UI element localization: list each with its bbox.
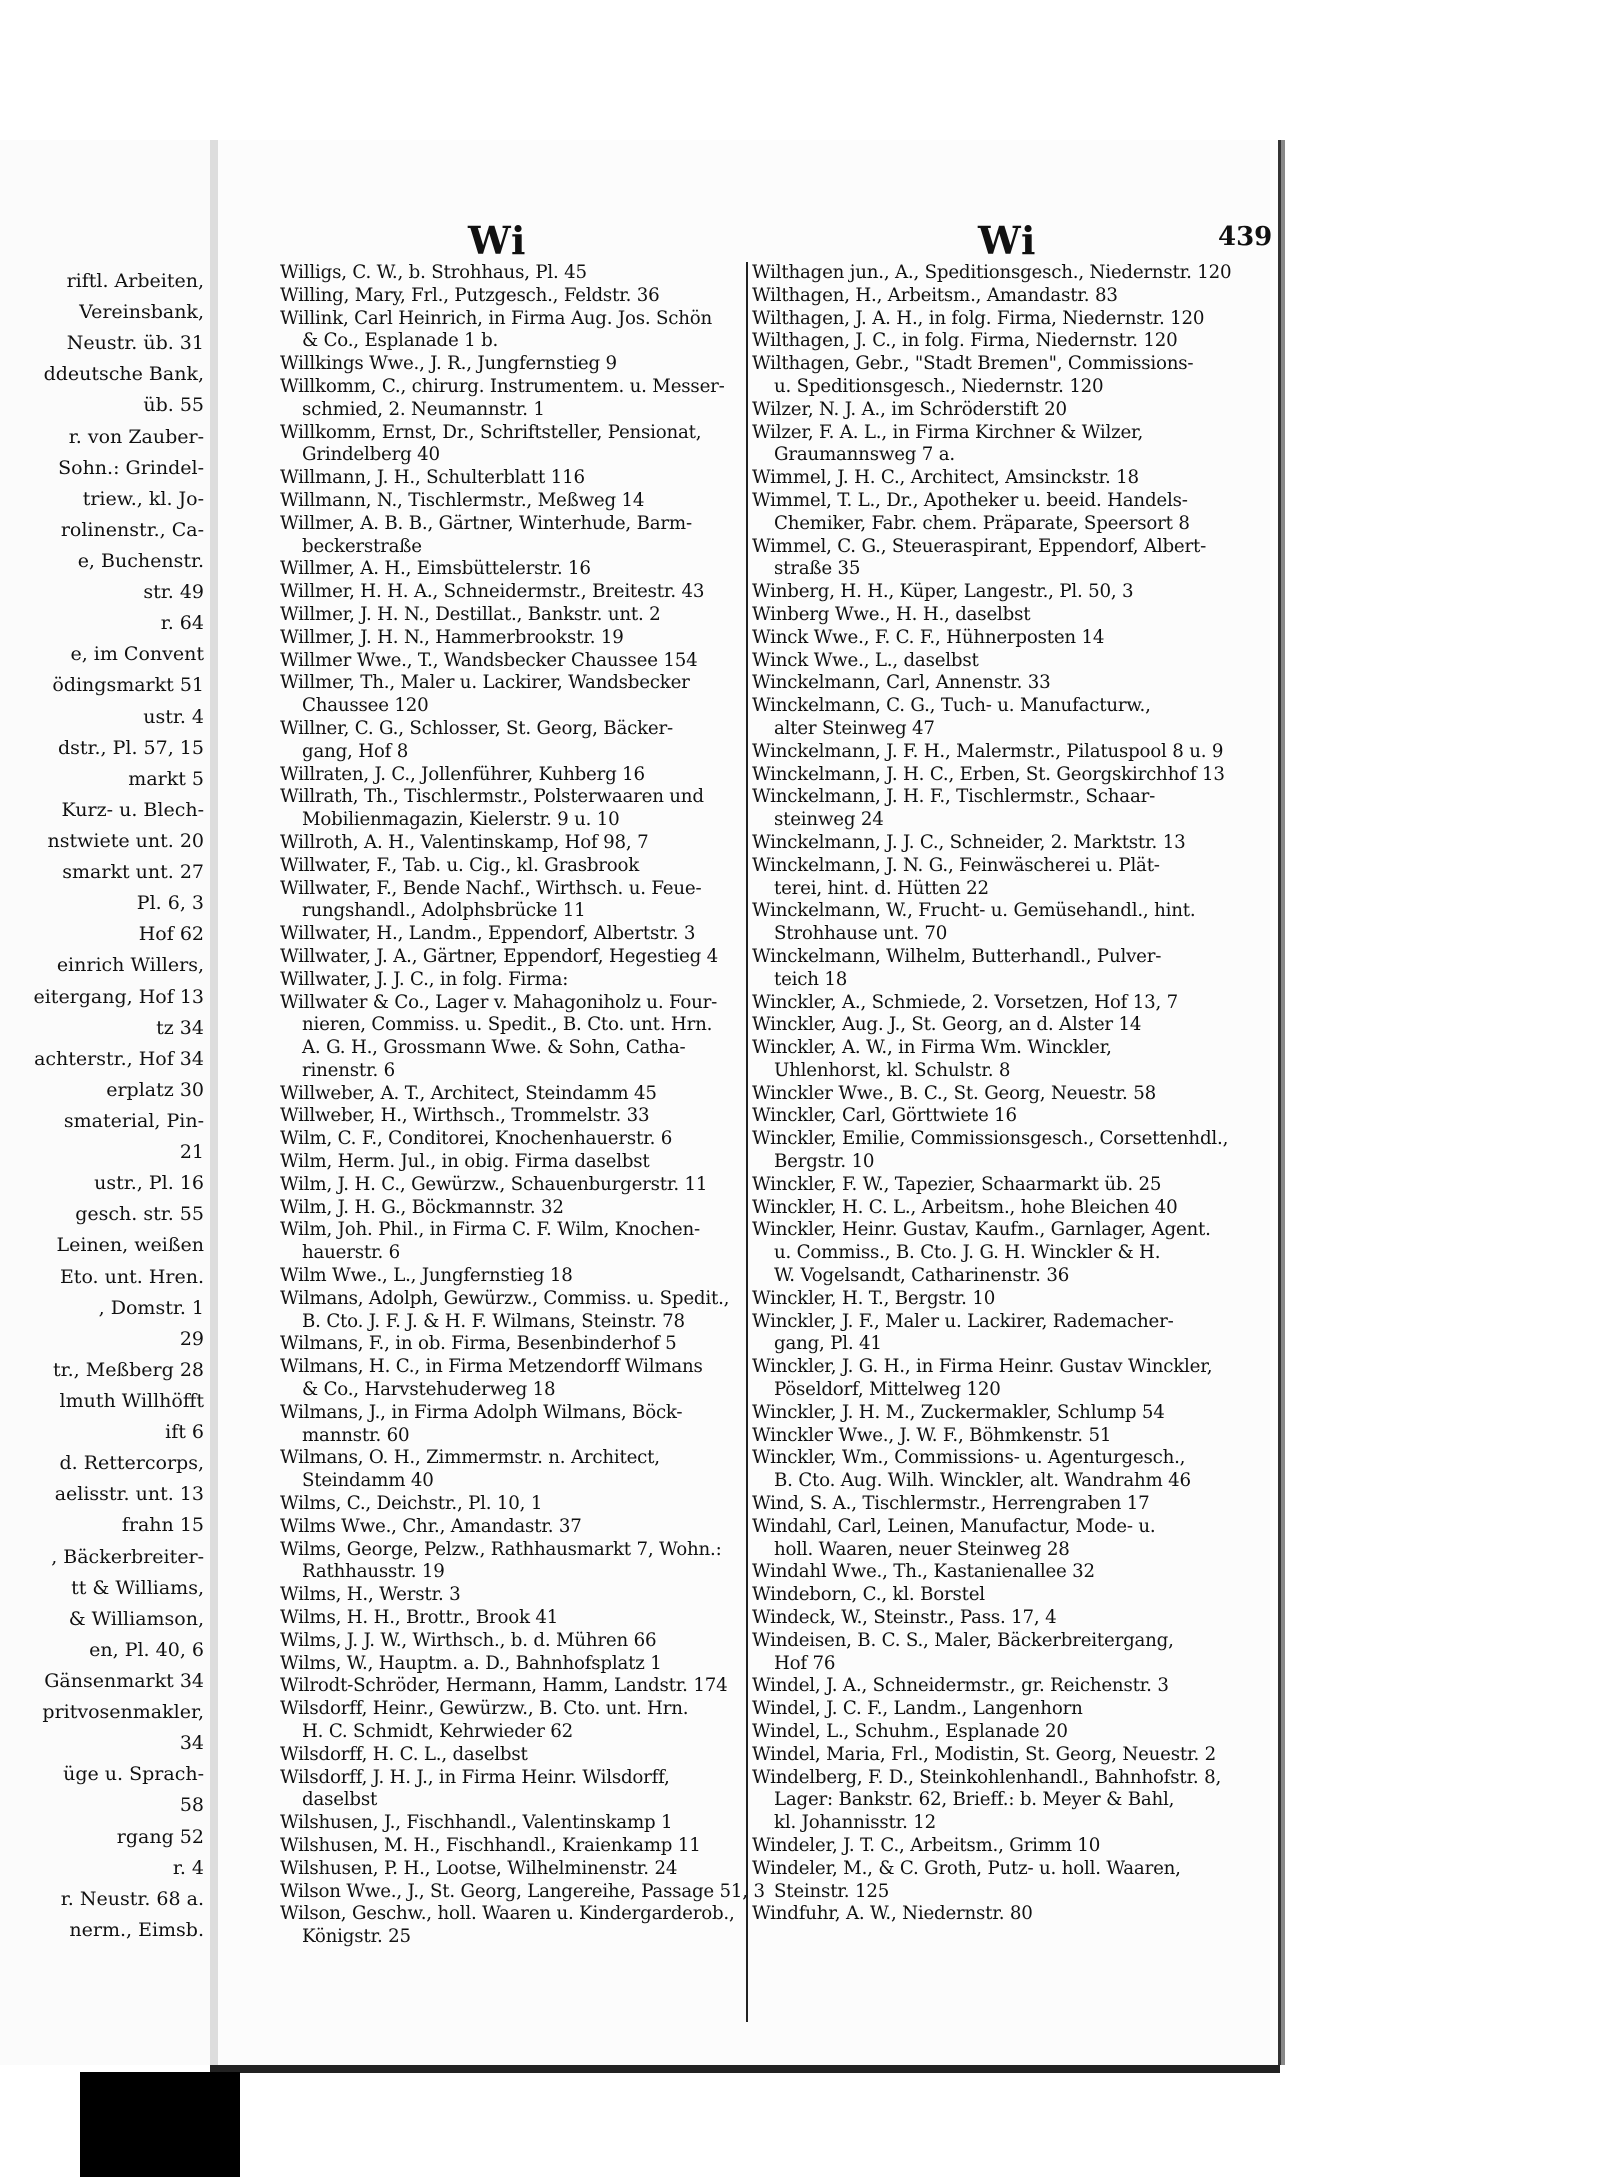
previous-page-line: Eto. unt. Hren.: [59, 1265, 204, 1288]
previous-page-line: üb. 55: [143, 394, 204, 417]
directory-entry-line: Willroth, A. H., Valentinskamp, Hof 98, 7: [280, 831, 649, 853]
directory-entry-line: steinweg 24: [774, 809, 884, 831]
directory-entry-line: rinenstr. 6: [302, 1059, 395, 1081]
directory-entry-line: Winckler, Aug. J., St. Georg, an d. Alster 14: [752, 1014, 1142, 1036]
previous-page-line: Pl. 6, 3: [136, 892, 204, 915]
directory-entry-line: Steindamm 40: [302, 1470, 434, 1492]
directory-entry-line: Windel, J. C. F., Landm., Langenhorn: [752, 1698, 1083, 1720]
previous-page-line: Neustr. üb. 31: [66, 332, 204, 355]
directory-entry-line: B. Cto. J. F. J. & H. F. Wilmans, Steinstr. 78: [302, 1310, 685, 1332]
page-header: [218, 218, 1278, 268]
directory-entry-line: Windfuhr, A. W., Niedernstr. 80: [752, 1903, 1033, 1925]
directory-entry-line: Winckler, Carl, Görttwiete 16: [752, 1105, 1017, 1127]
previous-page-line: lmuth Willhöfft: [59, 1390, 204, 1412]
directory-entry-line: Mobilienmagazin, Kielerstr. 9 u. 10: [302, 809, 620, 831]
directory-entry-line: Windahl, Carl, Leinen, Manufactur, Mode- u.: [752, 1515, 1156, 1537]
directory-entry-line: straße 35: [774, 558, 861, 580]
directory-entry-line: Winckler, H. C. L., Arbeitsm., hohe Bleichen 40: [752, 1196, 1178, 1218]
directory-entry-line: Winckler, F. W., Tapezier, Schaarmarkt üb. 25: [752, 1173, 1162, 1195]
directory-entry-line: Wilms, H., Werstr. 3: [280, 1584, 461, 1606]
previous-page-line: d. Rettercorps,: [59, 1452, 204, 1475]
previous-page-line: gesch. str. 55: [75, 1203, 204, 1226]
directory-entry-line: kl. Johannisstr. 12: [774, 1812, 937, 1834]
previous-page-line: 34: [179, 1732, 204, 1755]
directory-entry-line: Winckelmann, J. N. G., Feinwäscherei u. Plät-: [752, 854, 1160, 876]
directory-entry-line: Wilthagen, H., Arbeitsm., Amandastr. 83: [752, 284, 1118, 306]
previous-page-line: aelisstr. unt. 13: [54, 1483, 204, 1506]
directory-entry-line: Wilmans, O. H., Zimmermstr. n. Architect,: [280, 1447, 660, 1469]
directory-entry-line: Willmann, J. H., Schulterblatt 116: [280, 467, 585, 489]
previous-page-line: r. 4: [172, 1856, 204, 1879]
directory-entry-line: Winckler, Emilie, Commissionsgesch., Corsettenhdl.,: [752, 1128, 1229, 1150]
directory-entry-line: Willwater, F., Bende Nachf., Wirthsch. u. Feue-: [280, 877, 702, 899]
directory-entry-line: Willmer, J. H. N., Hammerbrookstr. 19: [280, 626, 624, 648]
directory-entry-line: Königstr. 25: [302, 1926, 411, 1948]
directory-entry-line: Winckelmann, J. J. C., Schneider, 2. Marktstr. 13: [752, 831, 1186, 853]
previous-page-line: 21: [179, 1141, 204, 1164]
directory-entry-line: Willweber, H., Wirthsch., Trommelstr. 33: [280, 1105, 650, 1127]
directory-page: [218, 140, 1281, 2065]
directory-entry-line: Winckler, H. T., Bergstr. 10: [752, 1287, 996, 1309]
directory-entry-line: Windel, L., Schuhm., Esplanade 20: [752, 1721, 1068, 1742]
directory-entry-line: Wilmans, F., in ob. Firma, Besenbinderhof 5: [280, 1333, 677, 1355]
directory-entry-line: beckerstraße: [302, 535, 422, 557]
directory-entry-line: Winckelmann, J. H. F., Tischlermstr., Schaar-: [752, 786, 1156, 808]
directory-entry-line: Wilms, George, Pelzw., Rathhausmarkt 7, Wohn.:: [280, 1538, 722, 1560]
directory-entry-line: Wilm, J. H. C., Gewürzw., Schauenburgerstr. 11: [280, 1173, 708, 1195]
directory-entry-line: Winckler, Wm., Commissions- u. Agenturgesch.,: [752, 1447, 1186, 1469]
left-column: [280, 262, 765, 1949]
previous-page-line: ustr. 4: [143, 705, 204, 728]
directory-entry-line: Winckelmann, J. H. C., Erben, St. Georgskirchhof 13: [752, 763, 1225, 785]
previous-page-line: pritvosenmakler,: [42, 1701, 204, 1724]
directory-entry-line: Wilson, Geschw., holl. Waaren u. Kindergarderob.,: [280, 1903, 735, 1925]
directory-entry-line: Willmer, Th., Maler u. Lackirer, Wandsbecker: [280, 672, 690, 694]
directory-entry-line: Willrath, Th., Tischlermstr., Polsterwaaren und: [280, 786, 704, 808]
previous-page-line: ift 6: [165, 1421, 204, 1444]
previous-page-line: r. von Zauber-: [68, 425, 204, 448]
directory-entry-line: Windeck, W., Steinstr., Pass. 17, 4: [752, 1607, 1057, 1629]
previous-page-line: nerm., Eimsb.: [69, 1918, 204, 1941]
directory-entry-line: alter Steinweg 47: [774, 717, 935, 739]
previous-page-line: 58: [179, 1794, 204, 1817]
directory-entry-line: schmied, 2. Neumannstr. 1: [302, 398, 545, 420]
directory-entry-line: Uhlenhorst, kl. Schulstr. 8: [774, 1059, 1011, 1081]
directory-entry-line: Rathhausstr. 19: [302, 1561, 445, 1583]
directory-entry-line: Wilzer, N. J. A., im Schröderstift 20: [752, 398, 1067, 420]
previous-page-line: e, Buchenstr.: [77, 550, 204, 572]
directory-entry-line: Wilshusen, J., Fischhandl., Valentinskamp 1: [280, 1812, 673, 1834]
directory-entry-line: terei, hint. d. Hütten 22: [774, 877, 989, 899]
directory-entry-line: Winckler Wwe., B. C., St. Georg, Neuestr. 58: [752, 1082, 1156, 1104]
directory-entry-line: daselbst: [302, 1789, 378, 1811]
directory-entry-line: Lager: Bankstr. 62, Brieff.: b. Meyer & Bahl,: [774, 1789, 1175, 1811]
directory-entry-line: Willwater, J. J. C., in folg. Firma:: [280, 968, 569, 990]
previous-page-line: r. 64: [160, 612, 204, 635]
directory-entry-line: Wilsdorff, J. H. J., in Firma Heinr. Wilsdorff,: [280, 1766, 670, 1788]
previous-page-line: triew., kl. Jo-: [82, 487, 204, 510]
directory-entry-line: Winckler, J. H. M., Zuckermakler, Schlump 54: [752, 1401, 1165, 1423]
directory-entry-line: Chaussee 120: [302, 695, 429, 717]
scan-shadow: [80, 2072, 240, 2177]
previous-page-line: markt 5: [128, 767, 204, 790]
directory-entry-line: Winckelmann, W., Frucht- u. Gemüsehandl., hint.: [752, 900, 1196, 922]
previous-page-line: erplatz 30: [106, 1078, 204, 1101]
directory-entry-line: Winckler, A., Schmiede, 2. Vorsetzen, Hof 13, 7: [752, 991, 1179, 1013]
directory-entry-line: Winckler, Heinr. Gustav, Kaufm., Garnlager, Agent.: [752, 1219, 1211, 1241]
previous-page-fragment: [0, 140, 212, 2065]
directory-entry-line: Willweber, A. T., Architect, Steindamm 45: [280, 1082, 657, 1104]
directory-entry-line: H. C. Schmidt, Kehrwieder 62: [302, 1721, 574, 1742]
directory-entry-line: Wilms, W., Hauptm. a. D., Bahnhofsplatz 1: [280, 1652, 662, 1674]
directory-entry-line: Wilms, H. H., Brottr., Brook 41: [280, 1607, 559, 1629]
directory-entry-line: Graumannsweg 7 a.: [774, 444, 955, 466]
directory-entry-line: Willkings Wwe., J. R., Jungfernstieg 9: [280, 353, 617, 375]
directory-entry-line: Wimmel, J. H. C., Architect, Amsinckstr. 18: [752, 467, 1139, 489]
directory-entry-line: rungshandl., Adolphsbrücke 11: [302, 900, 586, 922]
directory-entry-line: Winckelmann, Carl, Annenstr. 33: [752, 672, 1051, 694]
directory-entry-line: Willwater, F., Tab. u. Cig., kl. Grasbrook: [280, 854, 640, 876]
directory-entry-line: Willmer, A. H., Eimsbüttelerstr. 16: [280, 558, 591, 580]
directory-entry-line: Wilshusen, M. H., Fischhandl., Kraienkamp 11: [280, 1834, 701, 1856]
directory-entry-line: Wilthagen jun., A., Speditionsgesch., Niedernstr. 120: [752, 262, 1232, 283]
directory-entry-line: Wilm, C. F., Conditorei, Knochenhauerstr. 6: [280, 1128, 673, 1150]
directory-entry-line: Willwater, J. A., Gärtner, Eppendorf, Hegestieg 4: [280, 945, 719, 967]
previous-page-line: r. Neustr. 68 a.: [60, 1887, 204, 1910]
directory-entry-line: Strohhause unt. 70: [774, 923, 948, 945]
directory-entry-line: B. Cto. Aug. Wilh. Winckler, alt. Wandrahm 46: [774, 1470, 1191, 1492]
directory-entry-line: u. Commiss., B. Cto. J. G. H. Winckler & H.: [774, 1242, 1161, 1264]
previous-page-line: einrich Willers,: [56, 954, 204, 977]
previous-page-line: riftl. Arbeiten,: [66, 270, 204, 292]
directory-entry-line: Wilm, Herm. Jul., in obig. Firma daselbst: [280, 1151, 650, 1173]
header-right-keyword: Wi: [978, 218, 1037, 263]
directory-entry-line: Wilthagen, Gebr., "Stadt Bremen", Commissions-: [752, 353, 1194, 375]
directory-entry-line: Willraten, J. C., Jollenführer, Kuhberg 16: [280, 763, 645, 785]
previous-page-line: üge u. Sprach-: [63, 1763, 204, 1786]
directory-entry-line: Willner, C. G., Schlosser, St. Georg, Bäcker-: [280, 717, 673, 739]
directory-entry-line: & Co., Esplanade 1 b.: [302, 330, 499, 352]
directory-entry-line: Winckelmann, J. F. H., Malermstr., Pilatuspool 8 u. 9: [752, 740, 1224, 762]
directory-entry-line: Wimmel, T. L., Dr., Apotheker u. beeid. Handels-: [752, 489, 1188, 511]
directory-entry-line: mannstr. 60: [302, 1424, 410, 1446]
directory-entry-line: Winckler, J. F., Maler u. Lackirer, Rademacher-: [752, 1310, 1174, 1332]
directory-entry-line: Windel, Maria, Frl., Modistin, St. Georg, Neuestr. 2: [752, 1743, 1217, 1765]
previous-page-line: str. 49: [143, 581, 204, 604]
directory-entry-line: Willkomm, Ernst, Dr., Schriftsteller, Pensionat,: [280, 421, 702, 443]
right-column: [746, 262, 1232, 2022]
directory-entry-line: gang, Pl. 41: [774, 1333, 882, 1355]
directory-entry-line: Windeler, M., & C. Groth, Putz- u. holl. Waaren,: [752, 1857, 1181, 1879]
directory-entry-line: teich 18: [774, 968, 848, 990]
directory-entry-line: Windeler, J. T. C., Arbeitsm., Grimm 10: [752, 1834, 1101, 1856]
directory-entry-line: Wilzer, F. A. L., in Firma Kirchner & Wilzer,: [752, 421, 1144, 443]
previous-page-line: , Domstr. 1: [98, 1296, 204, 1319]
directory-entry-line: Willwater & Co., Lager v. Mahagoniholz u. Four-: [280, 991, 718, 1013]
previous-page-line: 29: [179, 1327, 204, 1350]
directory-entry-line: Steinstr. 125: [774, 1880, 890, 1902]
directory-entry-line: Wilm Wwe., L., Jungfernstieg 18: [280, 1265, 573, 1287]
directory-entry-line: Willmann, N., Tischlermstr., Meßweg 14: [280, 489, 645, 511]
page-number: 439: [1218, 222, 1273, 252]
directory-entry-line: Windeborn, C., kl. Borstel: [752, 1584, 985, 1606]
directory-entry-line: Willmer, A. B. B., Gärtner, Winterhude, Barm-: [280, 512, 692, 534]
directory-entry-line: Pöseldorf, Mittelweg 120: [774, 1379, 1001, 1401]
directory-entry-line: Grindelberg 40: [302, 444, 440, 466]
directory-entry-line: Winberg Wwe., H. H., daselbst: [752, 603, 1031, 625]
previous-page-line: & Williamson,: [68, 1607, 204, 1630]
directory-entry-line: Winckelmann, C. G., Tuch- u. Manufacturw.,: [752, 695, 1151, 717]
previous-page-line: Hof 62: [138, 923, 204, 946]
directory-entry-line: Wilson Wwe., J., St. Georg, Langereihe, Passage 51, 3: [280, 1880, 765, 1902]
previous-page-line: Gänsenmarkt 34: [44, 1670, 204, 1692]
previous-page-line: ustr., Pl. 16: [94, 1172, 204, 1195]
directory-entry-line: Willmer Wwe., T., Wandsbecker Chaussee 154: [280, 649, 698, 671]
directory-entry-line: holl. Waaren, neuer Steinweg 28: [774, 1538, 1070, 1560]
previous-page-line: ddeutsche Bank,: [43, 363, 204, 386]
previous-page-line: tr., Meßberg 28: [52, 1358, 204, 1381]
directory-entry-line: Winckelmann, Wilhelm, Butterhandl., Pulver-: [752, 945, 1162, 967]
directory-entry-line: Wilshusen, P. H., Lootse, Wilhelminenstr. 24: [280, 1857, 678, 1879]
directory-entry-line: Winckler Wwe., J. W. F., Böhmkenstr. 51: [752, 1424, 1112, 1446]
previous-page-line: achterstr., Hof 34: [34, 1047, 204, 1070]
directory-entry-line: Wilms, J. J. W., Wirthsch., b. d. Mühren 66: [280, 1629, 657, 1651]
directory-entry-line: & Co., Harvstehuderweg 18: [302, 1379, 556, 1401]
previous-page-line: Sohn.: Grindel-: [58, 456, 204, 479]
directory-entry-line: Wilthagen, J. A. H., in folg. Firma, Niedernstr. 120: [752, 307, 1205, 329]
previous-page-line: Kurz- u. Blech-: [61, 798, 204, 821]
directory-entry-line: Willmer, H. H. A., Schneidermstr., Breitestr. 43: [280, 581, 705, 603]
directory-entry-line: Winckler, A. W., in Firma Wm. Winckler,: [752, 1037, 1112, 1059]
previous-page-line: rolinenstr., Ca-: [60, 518, 204, 541]
directory-entry-line: Windeisen, B. C. S., Maler, Bäckerbreitergang,: [752, 1629, 1174, 1651]
directory-entry-line: Windelberg, F. D., Steinkohlenhandl., Bahnhofstr. 8,: [752, 1766, 1222, 1788]
previous-page-line: dstr., Pl. 57, 15: [57, 736, 204, 759]
directory-entry-line: Wilms, C., Deichstr., Pl. 10, 1: [280, 1493, 543, 1515]
previous-page-line: nstwiete unt. 20: [47, 830, 204, 852]
directory-entry-line: A. G. H., Grossmann Wwe. & Sohn, Catha-: [302, 1037, 686, 1059]
directory-entry-line: Winberg, H. H., Küper, Langestr., Pl. 50, 3: [752, 581, 1134, 603]
directory-entry-line: Wimmel, C. G., Steueraspirant, Eppendorf, Albert-: [752, 535, 1207, 557]
directory-entry-line: Willigs, C. W., b. Strohhaus, Pl. 45: [280, 262, 587, 283]
header-left-keyword: Wi: [468, 218, 527, 263]
directory-entry-line: Wilm, J. H. G., Böckmannstr. 32: [280, 1196, 564, 1218]
directory-entry-line: Wilthagen, J. C., in folg. Firma, Niedernstr. 120: [752, 330, 1178, 352]
page-bottom-edge: [210, 2065, 1280, 2073]
directory-entry-line: Chemiker, Fabr. chem. Präparate, Speersort 8: [774, 512, 1190, 534]
directory-entry-line: Windahl Wwe., Th., Kastanienallee 32: [752, 1561, 1095, 1583]
previous-page-line: Leinen, weißen: [56, 1234, 204, 1257]
directory-entry-line: Winck Wwe., L., daselbst: [752, 649, 979, 671]
directory-entry-line: Willwater, H., Landm., Eppendorf, Albertstr. 3: [280, 923, 696, 945]
directory-entry-line: W. Vogelsandt, Catharinenstr. 36: [774, 1265, 1070, 1287]
directory-entry-line: Hof 76: [774, 1652, 836, 1674]
directory-entry-line: Willink, Carl Heinrich, in Firma Aug. Jos. Schön: [280, 307, 713, 329]
previous-page-line: en, Pl. 40, 6: [89, 1638, 204, 1661]
previous-page-line: smarkt unt. 27: [62, 861, 204, 884]
directory-entry-line: hauerstr. 6: [302, 1242, 400, 1264]
directory-entry-line: Winckler, J. G. H., in Firma Heinr. Gustav Winckler,: [752, 1356, 1213, 1378]
directory-entry-line: Wilmans, Adolph, Gewürzw., Commiss. u. Spedit.,: [280, 1287, 730, 1309]
previous-page-line: tt & Williams,: [71, 1576, 204, 1599]
directory-entry-line: Wilrodt-Schröder, Hermann, Hamm, Landstr. 174: [280, 1675, 728, 1697]
directory-entry-line: Wilms Wwe., Chr., Amandastr. 37: [280, 1515, 582, 1537]
directory-entry-line: nieren, Commiss. u. Spedit., B. Cto. unt. Hrn.: [302, 1014, 713, 1036]
previous-page-line: eitergang, Hof 13: [33, 985, 204, 1008]
directory-entry-line: Wilsdorff, H. C. L., daselbst: [280, 1743, 528, 1765]
previous-page-line: rgang 52: [116, 1825, 204, 1848]
previous-page-line: ödingsmarkt 51: [52, 674, 204, 697]
previous-page-line: Vereinsbank,: [79, 301, 204, 324]
directory-entry-line: Bergstr. 10: [774, 1151, 875, 1173]
directory-entry-line: Willing, Mary, Frl., Putzgesch., Feldstr. 36: [280, 284, 660, 306]
previous-page-line: , Bäckerbreiter-: [51, 1545, 204, 1568]
directory-entry-line: Windel, J. A., Schneidermstr., gr. Reichenstr. 3: [752, 1675, 1169, 1697]
directory-entry-line: Willkomm, C., chirurg. Instrumentem. u. Messer-: [280, 375, 725, 397]
directory-entry-line: gang, Hof 8: [302, 740, 409, 762]
directory-entry-line: Wilmans, J., in Firma Adolph Wilmans, Böck-: [280, 1401, 683, 1423]
previous-page-line: smaterial, Pin-: [63, 1110, 204, 1132]
directory-entry-line: Wilmans, H. C., in Firma Metzendorff Wilmans: [280, 1356, 703, 1378]
previous-page-line: e, im Convent: [70, 643, 204, 666]
directory-entry-line: Wilm, Joh. Phil., in Firma C. F. Wilm, Knochen-: [280, 1219, 700, 1241]
directory-entry-line: Willmer, J. H. N., Destillat., Bankstr. unt. 2: [280, 603, 661, 625]
directory-entry-line: Wind, S. A., Tischlermstr., Herrengraben 17: [752, 1493, 1150, 1515]
previous-page-line: tz 34: [156, 1016, 204, 1039]
directory-entry-line: Winck Wwe., F. C. F., Hühnerposten 14: [752, 626, 1105, 648]
directory-entry-line: u. Speditionsgesch., Niedernstr. 120: [774, 375, 1104, 397]
directory-entry-line: Wilsdorff, Heinr., Gewürzw., B. Cto. unt. Hrn.: [280, 1698, 689, 1720]
previous-page-line: frahn 15: [121, 1514, 204, 1537]
